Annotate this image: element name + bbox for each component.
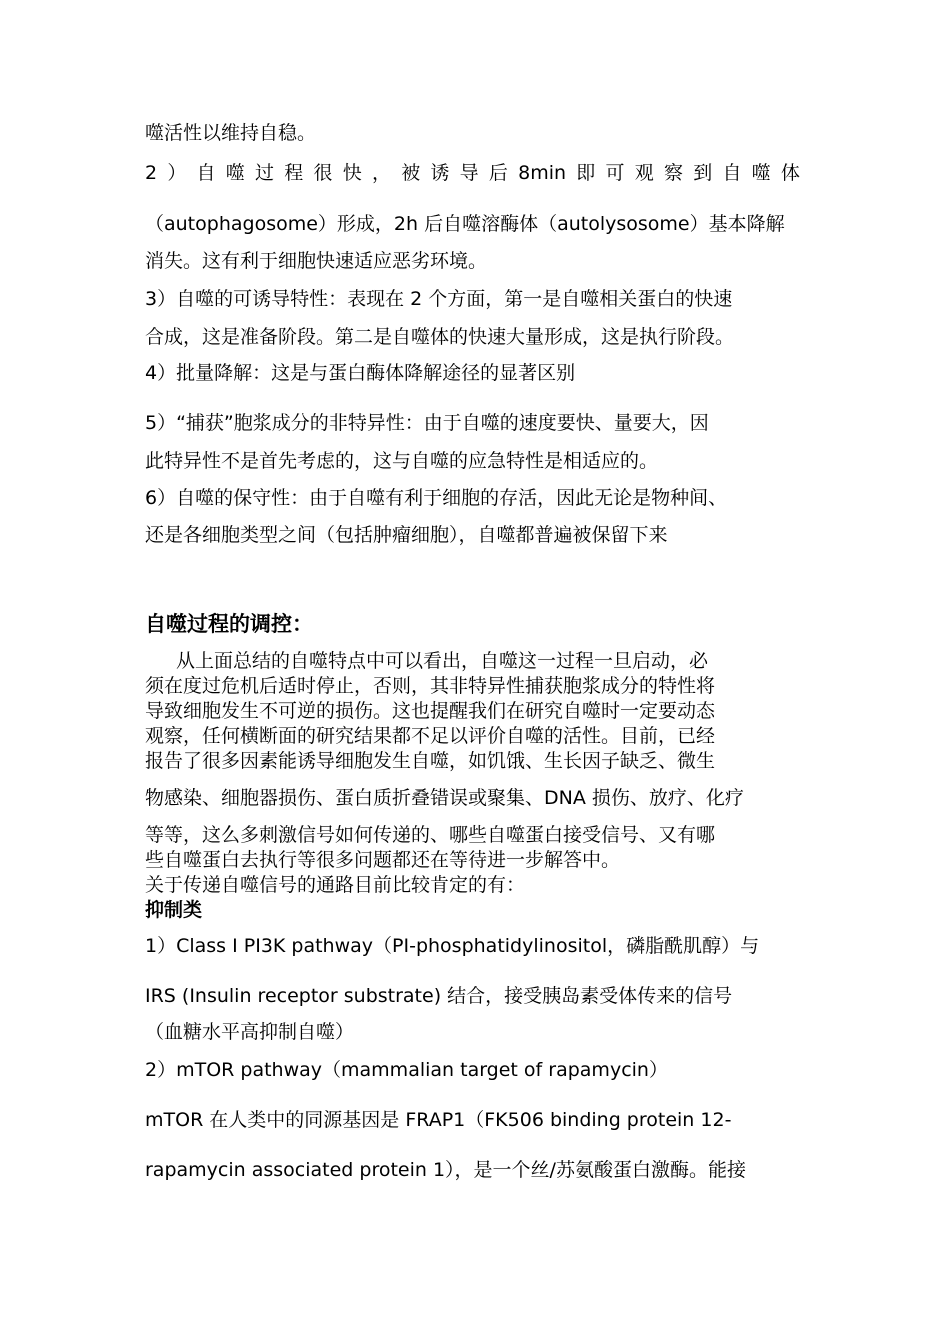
spread-char: 很: [313, 162, 333, 184]
text-line: 5）“捕获”胞浆成分的非特异性：由于自噬的速度要快、量要大，因: [145, 412, 709, 434]
paragraph-line: （血糖水平高抑制自噬）: [145, 1021, 355, 1043]
spread-char: 诱: [430, 162, 450, 184]
spread-char: ）: [167, 162, 187, 184]
text-line: 4）批量降解：这是与蛋白酶体降解途径的显著区别: [145, 362, 576, 384]
paragraph-line: 些自噬蛋白去执行等很多问题都还在等待进一步解答中。: [145, 849, 621, 871]
paragraph-line: 1）Class I PI3K pathway（PI-phosphatidylinositol，磷脂酰肌醇）与: [145, 935, 760, 957]
spread-char: 程: [284, 162, 304, 184]
paragraph-line: 须在度过危机后适时停止，否则，其非特异性捕获胞浆成分的特性将: [145, 675, 716, 697]
paragraph-line: 等等，这么多刺激信号如何传递的、哪些自噬蛋白接受信号、又有哪: [145, 824, 716, 846]
spread-char: 8min: [518, 162, 567, 184]
paragraph-line: 从上面总结的自噬特点中可以看出，自噬这一过程一旦启动，必: [176, 650, 709, 672]
spread-char: 噬: [751, 162, 771, 184]
spread-char: 观: [634, 162, 654, 184]
spread-char: 体: [780, 162, 800, 184]
paragraph-line: rapamycin associated protein 1），是一个丝/苏氨酸蛋白激酶。能接: [145, 1159, 746, 1181]
spread-char: ，: [371, 162, 391, 184]
text-line: 消失。这有利于细胞快速适应恶劣环境。: [145, 250, 488, 272]
paragraph-line: 观察，任何横断面的研究结果都不足以评价自噬的活性。目前，已经: [145, 725, 716, 747]
spread-char: 可: [605, 162, 625, 184]
spread-char: 被: [401, 162, 421, 184]
text-line: （autophagosome）形成，2h 后自噬溶酶体（autolysosome）基本降解: [145, 213, 785, 235]
text-line-spread: [145, 161, 800, 185]
subheading: 抑制类: [145, 899, 203, 921]
section-heading: 自噬过程的调控：: [145, 612, 313, 636]
paragraph-line: 导致细胞发生不可逆的损伤。这也提醒我们在研究自噬时一定要动态: [145, 700, 716, 722]
text-line: 合成，这是准备阶段。第二是自噬体的快速大量形成，这是执行阶段。: [145, 326, 735, 348]
spread-char: 自: [722, 162, 742, 184]
spread-char: 噬: [225, 162, 245, 184]
text-line: 6）自噬的保守性：由于自噬有利于细胞的存活，因此无论是物种间、: [145, 487, 728, 509]
text-line: 此特异性不是首先考虑的，这与自噬的应急特性是相适应的。: [145, 450, 659, 472]
paragraph-line: 2）mTOR pathway（mammalian target of rapamycin）: [145, 1059, 668, 1081]
spread-char: 即: [576, 162, 596, 184]
paragraph-line: mTOR 在人类中的同源基因是 FRAP1（FK506 binding protein 12-: [145, 1109, 732, 1131]
paragraph-line: IRS (Insulin receptor substrate) 结合，接受胰岛素受体传来的信号: [145, 985, 733, 1007]
paragraph-line: 报告了很多因素能诱导细胞发生自噬，如饥饿、生长因子缺乏、微生: [145, 750, 716, 772]
spread-char: 后: [488, 162, 508, 184]
text-line: 还是各细胞类型之间（包括肿瘤细胞），自噬都普遍被保留下来: [145, 524, 668, 546]
text-line: 噬活性以维持自稳。: [145, 122, 317, 144]
paragraph-line: 物感染、细胞器损伤、蛋白质折叠错误或聚集、DNA 损伤、放疗、化疗: [145, 787, 744, 809]
spread-char: 导: [459, 162, 479, 184]
spread-char: 2: [145, 162, 158, 184]
spread-char: 自: [196, 162, 216, 184]
paragraph-line: 关于传递自噬信号的通路目前比较肯定的有：: [145, 874, 526, 896]
spread-char: 到: [693, 162, 713, 184]
spread-char: 过: [255, 162, 275, 184]
spread-char: 察: [663, 162, 683, 184]
spread-char: 快: [342, 162, 362, 184]
text-line: 3）自噬的可诱导特性：表现在 2 个方面，第一是自噬相关蛋白的快速: [145, 288, 733, 310]
